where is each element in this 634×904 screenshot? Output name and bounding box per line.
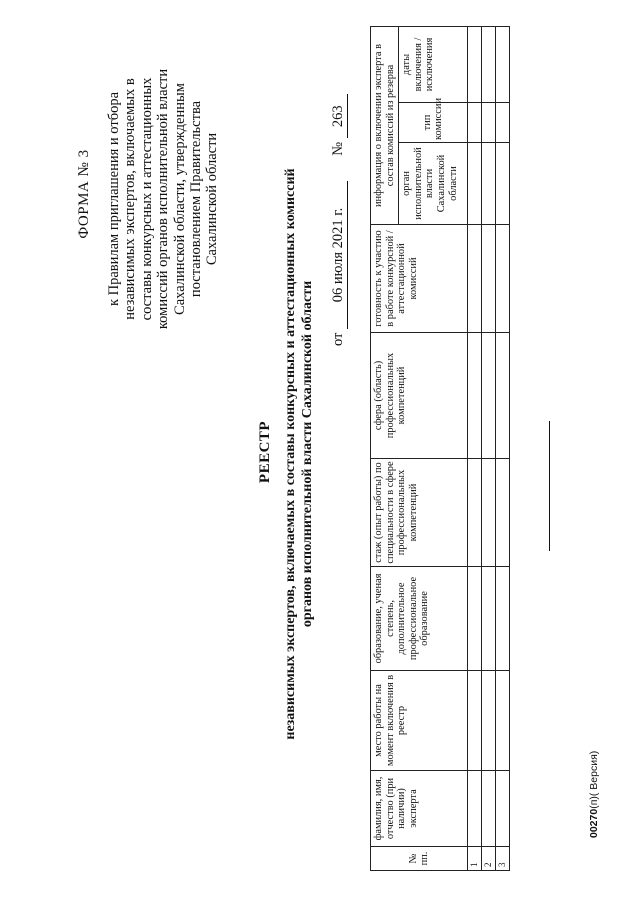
approval-reference bbox=[106, 44, 221, 354]
approval-line: независимых экспертов, включаемых в bbox=[122, 78, 139, 320]
date-prefix: от bbox=[330, 332, 346, 346]
table-row bbox=[496, 26, 510, 870]
document-code-suffix: (п)( Версия) bbox=[588, 750, 600, 809]
col-header-education: образование, ученая степень, дополнительное профессиональное образование bbox=[371, 567, 468, 671]
approval-line: составы конкурсных и аттестационных bbox=[138, 77, 155, 321]
document-code bbox=[588, 751, 600, 838]
col-header-commission-type: тип комиссии bbox=[399, 103, 468, 143]
document-subtitle bbox=[282, 44, 316, 864]
col-header-authority: орган исполнительной власти Сахалинской области bbox=[399, 143, 468, 225]
form-number: ФОРМА № 3 bbox=[76, 149, 92, 239]
col-header-workplace: место работы на момент включения в реестр bbox=[371, 671, 468, 771]
col-header-fio: фамилия, имя, отчество (при наличии) эксперта bbox=[371, 771, 468, 847]
col-header-readiness: готовность к участию в работе конкурсной / аттестационной комиссий bbox=[371, 225, 468, 333]
subtitle-line-2: органов исполнительной власти Сахалинской области bbox=[300, 280, 315, 628]
approval-line: постановлением Правительства bbox=[188, 100, 205, 298]
table-row bbox=[468, 26, 482, 870]
col-header-number: № пп. bbox=[371, 847, 468, 871]
subtitle-line-1: независимых экспертов, включаемых в составы конкурсных и аттестационных комиссий bbox=[283, 168, 298, 740]
col-header-reserve-info: информация о включении эксперта в состав комиссий из резерва bbox=[371, 26, 399, 224]
col-header-experience: стаж (опыт работы) по специальности в сфере профессиональных компетенций bbox=[371, 459, 468, 567]
header-row bbox=[371, 26, 399, 870]
number-prefix: № bbox=[330, 141, 346, 156]
row-number: 2 bbox=[482, 847, 496, 871]
resolution-date-line bbox=[330, 46, 348, 346]
registry-table bbox=[370, 26, 510, 871]
row-number: 3 bbox=[496, 847, 510, 871]
col-header-competence: сфера (область) профессиональных компетенций bbox=[371, 333, 468, 459]
approval-line: Сахалинской области bbox=[204, 132, 221, 266]
table-row bbox=[482, 26, 496, 870]
document-code-number: 00270 bbox=[588, 808, 600, 838]
resolution-date: 06 июля 2021 г. bbox=[330, 181, 348, 329]
row-number: 1 bbox=[468, 847, 482, 871]
separator-line bbox=[549, 421, 550, 551]
approval-line: Сахалинской области, утвержденным bbox=[171, 83, 188, 315]
approval-line: к Правилам приглашения и отбора bbox=[106, 91, 122, 307]
document-title: РЕЕСТР bbox=[257, 420, 273, 484]
approval-line: комиссий органов исполнительной власти bbox=[155, 68, 172, 330]
col-header-dates: даты включения / исключения bbox=[399, 26, 468, 102]
resolution-number: 263 bbox=[330, 94, 348, 138]
